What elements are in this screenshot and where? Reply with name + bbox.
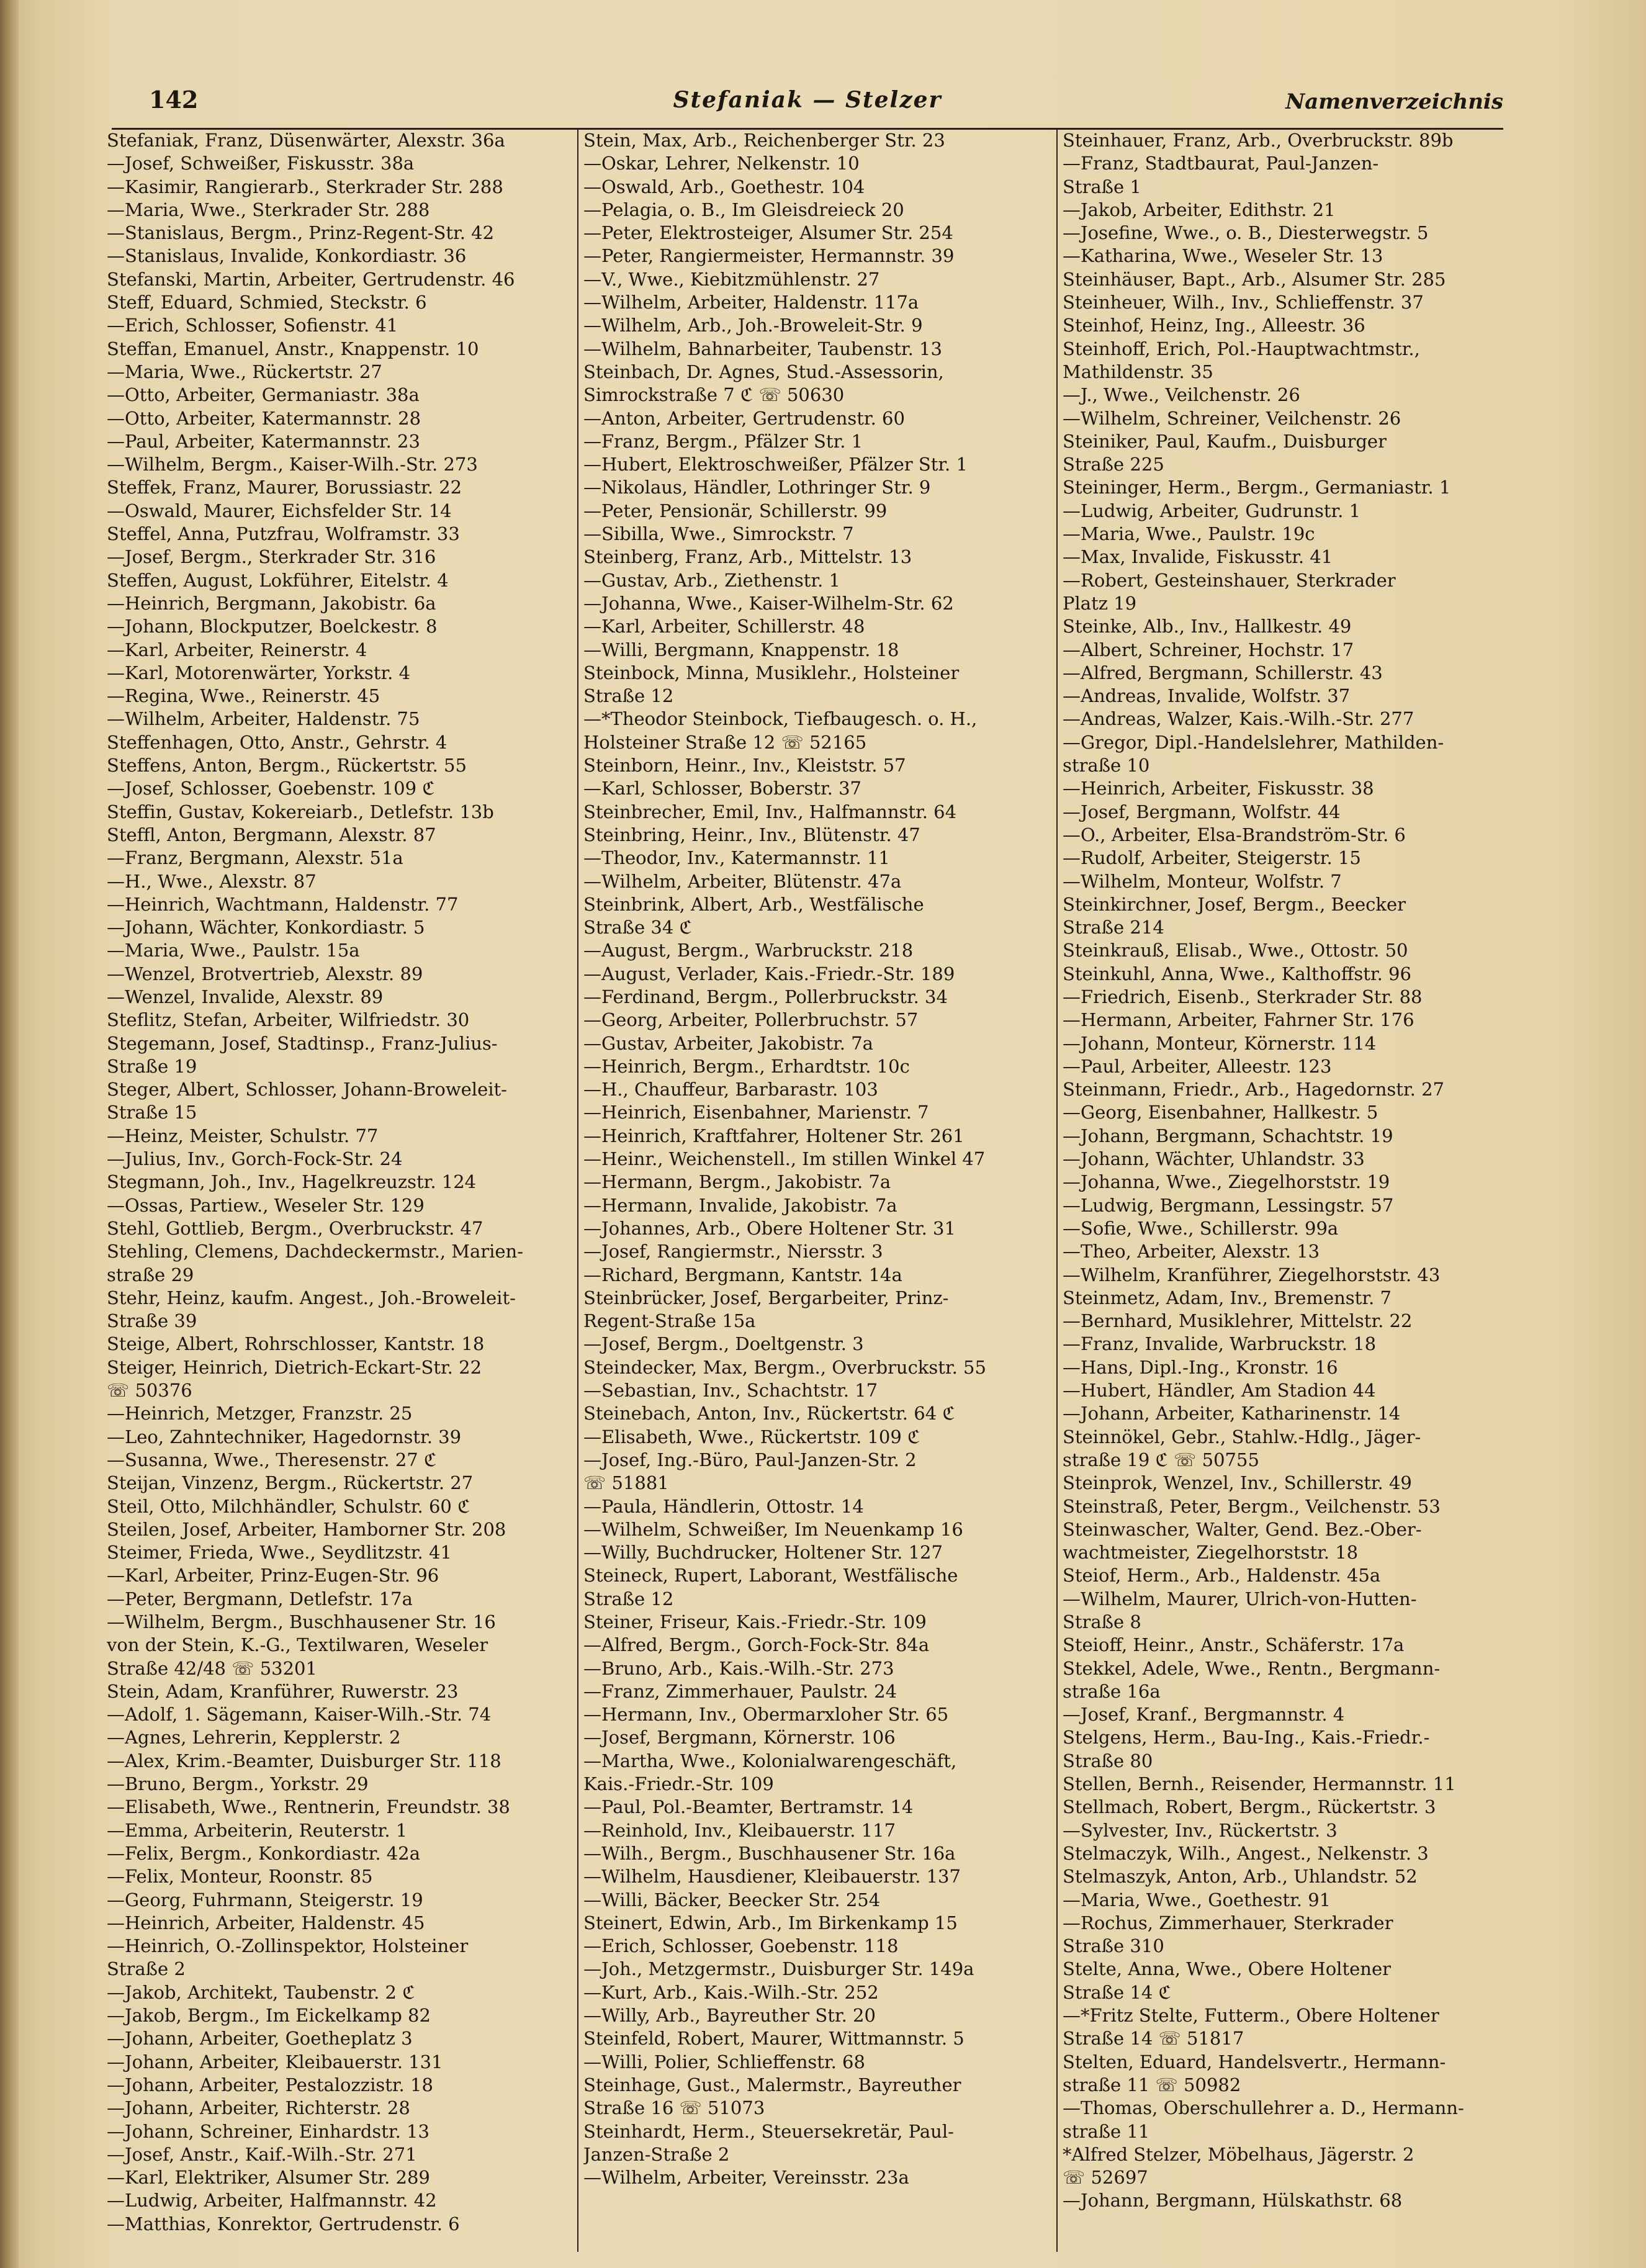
column-right <box>1063 129 1537 2213</box>
directory-entry: —Georg, Eisenbahner, Hallkestr. 5 <box>1063 1102 1378 1123</box>
directory-entry: —Wilhelm, Bergm., Buschhausener Str. 16 <box>107 1611 496 1632</box>
directory-entry: —Paula, Händlerin, Ottostr. 14 <box>583 1495 864 1517</box>
directory-entry: —Johann, Arbeiter, Richterstr. 28 <box>107 2097 410 2119</box>
directory-entry: —Ludwig, Arbeiter, Gudrunstr. 1 <box>1063 500 1361 521</box>
directory-entry: Straße 15 <box>107 1102 197 1123</box>
directory-entry: —Bruno, Bergm., Yorkstr. 29 <box>107 1773 369 1795</box>
directory-entry: Steinbrecher, Emil, Inv., Halfmannstr. 64 <box>583 801 957 822</box>
directory-entry: —Hermann, Arbeiter, Fahrner Str. 176 <box>1063 1009 1414 1031</box>
directory-entry: —Katharina, Wwe., Weseler Str. 13 <box>1063 245 1383 267</box>
directory-entry: —Karl, Motorenwärter, Yorkstr. 4 <box>107 662 411 683</box>
directory-entry: —Peter, Pensionär, Schillerstr. 99 <box>583 500 888 521</box>
directory-entry: Steffan, Emanuel, Anstr., Knappenstr. 10 <box>107 338 479 359</box>
directory-entry: Steinkirchner, Josef, Bergm., Beecker <box>1063 893 1406 915</box>
directory-entry: Straße 14 ℭ <box>1063 1981 1171 2003</box>
directory-entry: —Hans, Dipl.-Ing., Kronstr. 16 <box>1063 1356 1338 1378</box>
directory-entry: —Maria, Wwe., Sterkrader Str. 288 <box>107 199 430 220</box>
directory-entry: —Agnes, Lehrerin, Kepplerstr. 2 <box>107 1727 401 1748</box>
directory-entry: Steinhardt, Herm., Steuersekretär, Paul- <box>583 2120 954 2142</box>
directory-entry: Steinhauer, Franz, Arb., Overbruckstr. 89b <box>1063 130 1454 151</box>
directory-entry: —Peter, Bergmann, Detlefstr. 17a <box>107 1588 413 1609</box>
directory-entry: Straße 12 <box>583 685 674 707</box>
directory-entry: —Stanislaus, Invalide, Konkordiastr. 36 <box>107 245 467 267</box>
directory-entry: —Willi, Polier, Schlieffenstr. 68 <box>583 2051 865 2072</box>
directory-entry: —Wilhelm, Monteur, Wolfstr. 7 <box>1063 870 1342 892</box>
directory-entry: —Karl, Elektriker, Alsumer Str. 289 <box>107 2167 430 2189</box>
directory-entry: —Johann, Arbeiter, Pestalozzistr. 18 <box>107 2074 433 2095</box>
directory-entry: Stehl, Gottlieb, Bergm., Overbruckstr. 47 <box>107 1217 483 1239</box>
directory-entry: —Felix, Bergm., Konkordiastr. 42a <box>107 1842 420 1864</box>
directory-entry: —Erich, Schlosser, Goebenstr. 118 <box>583 1935 899 1957</box>
directory-entry: —Kasimir, Rangierarb., Sterkrader Str. 288 <box>107 176 503 197</box>
directory-entry: Simrockstraße 7 ℭ ☏ 50630 <box>583 384 845 406</box>
directory-entry: Steinhof, Heinz, Ing., Alleestr. 36 <box>1063 315 1365 336</box>
directory-entry: Steinebach, Anton, Inv., Rückertstr. 64 ℭ <box>583 1403 955 1424</box>
directory-entry: —Ossas, Partiew., Weseler Str. 129 <box>107 1194 425 1216</box>
directory-entry: —Wilhelm, Schreiner, Veilchenstr. 26 <box>1063 407 1401 429</box>
directory-entry: —Wenzel, Brotvertrieb, Alexstr. 89 <box>107 963 423 984</box>
directory-entry: —Wenzel, Invalide, Alexstr. 89 <box>107 986 384 1007</box>
directory-entry: —Josefine, Wwe., o. B., Diesterwegstr. 5 <box>1063 222 1429 244</box>
directory-entry: —Wilhelm, Schweißer, Im Neuenkamp 16 <box>583 1518 963 1540</box>
directory-entry: Steijan, Vinzenz, Bergm., Rückertstr. 27 <box>107 1472 474 1494</box>
directory-entry: Straße 19 <box>107 1055 197 1077</box>
directory-entry: —Hermann, Invalide, Jakobistr. 7a <box>583 1194 897 1216</box>
directory-entry: Straße 12 <box>583 1588 674 1609</box>
directory-entry: ☏ 51881 <box>583 1472 669 1494</box>
section-title: Namenverzeichnis <box>1285 89 1503 114</box>
directory-entry: Steinmann, Friedr., Arb., Hagedornstr. 27 <box>1063 1079 1444 1100</box>
directory-entry: —Gustav, Arbeiter, Jakobistr. 7a <box>583 1032 873 1054</box>
directory-entry: —Theodor, Inv., Katermannstr. 11 <box>583 847 890 869</box>
directory-entry: —Elisabeth, Wwe., Rentnerin, Freundstr. 38 <box>107 1796 510 1818</box>
directory-entry: —Susanna, Wwe., Theresenstr. 27 ℭ <box>107 1449 437 1470</box>
directory-entry: —Franz, Invalide, Warbruckstr. 18 <box>1063 1333 1377 1355</box>
directory-entry: Steindecker, Max, Bergm., Overbruckstr. 55 <box>583 1356 986 1378</box>
directory-entry: —Josef, Anstr., Kaif.-Wilh.-Str. 271 <box>107 2143 417 2165</box>
directory-entry: —Franz, Bergmann, Alexstr. 51a <box>107 847 403 869</box>
directory-entry: —Josef, Bergm., Sterkrader Str. 316 <box>107 546 436 568</box>
directory-entry: Stein, Adam, Kranführer, Ruwerstr. 23 <box>107 1680 459 1702</box>
directory-entry: —Heinrich, Metzger, Franzstr. 25 <box>107 1403 413 1424</box>
directory-entry: —Hermann, Inv., Obermarxloher Str. 65 <box>583 1704 949 1726</box>
directory-entry: —Maria, Wwe., Rückertstr. 27 <box>107 361 382 382</box>
directory-entry: Stegmann, Joh., Inv., Hagelkreuzstr. 124 <box>107 1171 477 1193</box>
directory-entry: —Martha, Wwe., Kolonialwarengeschäft, <box>583 1750 957 1771</box>
directory-entry: —Karl, Arbeiter, Schillerstr. 48 <box>583 616 865 637</box>
directory-entry: Steinkuhl, Anna, Wwe., Kalthoffstr. 96 <box>1063 963 1411 984</box>
directory-entry: Steff, Eduard, Schmied, Steckstr. 6 <box>107 292 427 313</box>
directory-entry: —Johann, Arbeiter, Kleibauerstr. 131 <box>107 2051 443 2072</box>
directory-entry: —Robert, Gesteinshauer, Sterkrader <box>1063 569 1396 591</box>
directory-entry: ☏ 52697 <box>1063 2167 1148 2189</box>
directory-entry: —V., Wwe., Kiebitzmühlenstr. 27 <box>583 268 880 290</box>
directory-entry: —Thomas, Oberschullehrer a. D., Hermann- <box>1063 2097 1464 2119</box>
directory-entry: —Johann, Arbeiter, Goetheplatz 3 <box>107 2028 413 2050</box>
directory-entry: —Bruno, Arb., Kais.-Wilh.-Str. 273 <box>583 1657 894 1679</box>
directory-entry: —Ludwig, Bergmann, Lessingstr. 57 <box>1063 1194 1394 1216</box>
directory-entry: —Georg, Arbeiter, Pollerbruchstr. 57 <box>583 1009 919 1031</box>
directory-entry: Steffin, Gustav, Kokereiarb., Detlefstr. 13b <box>107 801 494 822</box>
directory-entry: —Andreas, Invalide, Wolfstr. 37 <box>1063 685 1351 707</box>
directory-entry: —Oskar, Lehrer, Nelkenstr. 10 <box>583 153 860 174</box>
directory-entry: Steffel, Anna, Putzfrau, Wolframstr. 33 <box>107 523 460 545</box>
directory-entry: —Heinrich, Eisenbahner, Marienstr. 7 <box>583 1102 929 1123</box>
directory-entry: —Josef, Schlosser, Goebenstr. 109 ℭ <box>107 778 435 799</box>
directory-entry: —Gregor, Dipl.-Handelslehrer, Mathilden- <box>1063 731 1444 753</box>
directory-entry: —August, Verlader, Kais.-Friedr.-Str. 189 <box>583 963 955 984</box>
directory-entry: —Pelagia, o. B., Im Gleisdreieck 20 <box>583 199 904 220</box>
directory-entry: —*Theodor Steinbock, Tiefbaugesch. o. H., <box>583 708 978 730</box>
directory-entry: —Wilhelm, Bergm., Kaiser-Wilh.-Str. 273 <box>107 454 478 475</box>
directory-entry: Steinborn, Heinr., Inv., Kleiststr. 57 <box>583 755 906 776</box>
directory-entry: —Albert, Schreiner, Hochstr. 17 <box>1063 639 1354 660</box>
directory-entry: —Ludwig, Arbeiter, Halfmannstr. 42 <box>107 2190 437 2212</box>
directory-entry: —Sylvester, Inv., Rückertstr. 3 <box>1063 1819 1338 1841</box>
directory-entry: —Wilhelm, Arbeiter, Blütenstr. 47a <box>583 870 902 892</box>
directory-entry: Straße 214 <box>1063 917 1164 938</box>
directory-entry: —O., Arbeiter, Elsa-Brandström-Str. 6 <box>1063 824 1406 845</box>
directory-entry: —Jakob, Architekt, Taubenstr. 2 ℭ <box>107 1981 415 2003</box>
directory-entry: —Matthias, Konrektor, Gertrudenstr. 6 <box>107 2213 460 2234</box>
directory-entry: Steimer, Frieda, Wwe., Seydlitzstr. 41 <box>107 1542 452 1564</box>
directory-entry: —Ferdinand, Bergm., Pollerbruckstr. 34 <box>583 986 948 1007</box>
directory-entry: Stefaniak, Franz, Düsenwärter, Alexstr. 36a <box>107 130 505 151</box>
directory-entry: Straße 225 <box>1063 454 1164 475</box>
directory-entry: —Reinhold, Inv., Kleibauerstr. 117 <box>583 1819 896 1841</box>
directory-entry: —Maria, Wwe., Paulstr. 15a <box>107 940 360 961</box>
directory-entry: Steinwascher, Walter, Gend. Bez.-Ober- <box>1063 1518 1422 1540</box>
directory-entry: Steinbock, Minna, Musiklehr., Holsteiner <box>583 662 960 683</box>
directory-entry: —Paul, Arbeiter, Katermannstr. 23 <box>107 430 420 452</box>
directory-entry: —Felix, Monteur, Roonstr. 85 <box>107 1866 373 1888</box>
directory-entry: straße 29 <box>107 1264 194 1285</box>
directory-entry: straße 11 <box>1063 2120 1150 2142</box>
directory-entry: Steger, Albert, Schlosser, Johann-Broweleit- <box>107 1079 507 1100</box>
directory-entry: Steinprok, Wenzel, Inv., Schillerstr. 49 <box>1063 1472 1412 1494</box>
directory-entry: —Bernhard, Musiklehrer, Mittelstr. 22 <box>1063 1310 1413 1332</box>
directory-entry: Steffen, August, Lokführer, Eitelstr. 4 <box>107 569 449 591</box>
directory-entry: —Johann, Wächter, Uhlandstr. 33 <box>1063 1148 1365 1170</box>
directory-entry: —Heinr., Weichenstell., Im stillen Winkel 47 <box>583 1148 986 1170</box>
directory-entry: —Anton, Arbeiter, Gertrudenstr. 60 <box>583 407 905 429</box>
directory-entry: —Josef, Schweißer, Fiskusstr. 38a <box>107 153 415 174</box>
column-middle <box>583 129 1058 2189</box>
directory-entry: Steffl, Anton, Bergmann, Alexstr. 87 <box>107 824 436 845</box>
directory-entry: —Karl, Arbeiter, Reinerstr. 4 <box>107 639 367 660</box>
directory-entry: —Nikolaus, Händler, Lothringer Str. 9 <box>583 477 931 498</box>
directory-entry: Stegemann, Josef, Stadtinsp., Franz-Julius- <box>107 1032 498 1054</box>
directory-entry: Stelmaszyk, Anton, Arb., Uhlandstr. 52 <box>1063 1866 1418 1888</box>
directory-entry: —Alex, Krim.-Beamter, Duisburger Str. 118 <box>107 1750 501 1771</box>
directory-entry: Stelmaczyk, Wilh., Angest., Nelkenstr. 3 <box>1063 1842 1429 1864</box>
directory-entry: —J., Wwe., Veilchenstr. 26 <box>1063 384 1300 406</box>
directory-entry: Regent-Straße 15a <box>583 1310 756 1332</box>
directory-entry: Steffens, Anton, Bergm., Rückertstr. 55 <box>107 755 467 776</box>
directory-entry: Steilen, Josef, Arbeiter, Hamborner Str. 208 <box>107 1518 506 1540</box>
directory-entry: —Josef, Bergmann, Wolfstr. 44 <box>1063 801 1341 822</box>
directory-entry: —Josef, Rangiermstr., Niersstr. 3 <box>583 1241 883 1262</box>
directory-entry: —Leo, Zahntechniker, Hagedornstr. 39 <box>107 1426 462 1447</box>
directory-entry: Steinstraß, Peter, Bergm., Veilchenstr. 53 <box>1063 1495 1441 1517</box>
directory-entry: —Maria, Wwe., Goethestr. 91 <box>1063 1889 1331 1910</box>
directory-entry: wachtmeister, Ziegelhorststr. 18 <box>1063 1542 1359 1564</box>
directory-entry: —Paul, Pol.-Beamter, Bertramstr. 14 <box>583 1796 914 1818</box>
directory-entry: Straße 34 ℭ <box>583 917 692 938</box>
directory-entry: Stehling, Clemens, Dachdeckermstr., Marien- <box>107 1241 524 1262</box>
directory-entry: —Wilhelm, Maurer, Ulrich-von-Hutten- <box>1063 1588 1417 1609</box>
directory-entry: Stellen, Bernh., Reisender, Hermannstr. 11 <box>1063 1773 1456 1795</box>
directory-entry: —Heinrich, Arbeiter, Fiskusstr. 38 <box>1063 778 1374 799</box>
directory-entry: Steiof, Herm., Arb., Haldenstr. 45a <box>1063 1565 1381 1586</box>
directory-entry: —Jakob, Arbeiter, Edithstr. 21 <box>1063 199 1336 220</box>
directory-entry: —Johann, Bergmann, Hülskathstr. 68 <box>1063 2190 1403 2212</box>
directory-entry: —August, Bergm., Warbruckstr. 218 <box>583 940 914 961</box>
directory-entry: Steflitz, Stefan, Arbeiter, Wilfriedstr. 30 <box>107 1009 470 1031</box>
directory-entry: —Heinrich, O.-Zollinspektor, Holsteiner <box>107 1935 469 1957</box>
directory-entry: Steiniker, Paul, Kaufm., Duisburger <box>1063 430 1387 452</box>
directory-entry: —Gustav, Arb., Ziethenstr. 1 <box>583 569 840 591</box>
directory-entry: —Peter, Rangiermeister, Hermannstr. 39 <box>583 245 955 267</box>
directory-entry: Steige, Albert, Rohrschlosser, Kantstr. 18 <box>107 1333 485 1355</box>
directory-entry: —Johanna, Wwe., Ziegelhorststr. 19 <box>1063 1171 1390 1193</box>
directory-entry: Straße 14 ☏ 51817 <box>1063 2028 1244 2050</box>
directory-entry: Steil, Otto, Milchhändler, Schulstr. 60 ℭ <box>107 1495 470 1517</box>
directory-entry: *Alfred Stelzer, Möbelhaus, Jägerstr. 2 <box>1063 2143 1414 2165</box>
page-header <box>112 82 1503 130</box>
directory-entry: Steinhoff, Erich, Pol.-Hauptwachtmstr., <box>1063 338 1420 359</box>
directory-entry: —Johann, Bergmann, Schachtstr. 19 <box>1063 1125 1393 1146</box>
directory-entry: —Heinrich, Wachtmann, Haldenstr. 77 <box>107 893 459 915</box>
directory-entry: Straße 8 <box>1063 1611 1141 1632</box>
directory-entry: —H., Wwe., Alexstr. 87 <box>107 870 317 892</box>
directory-entry: —Johann, Monteur, Körnerstr. 114 <box>1063 1032 1377 1054</box>
directory-entry: —Sebastian, Inv., Schachtstr. 17 <box>583 1380 878 1402</box>
directory-entry: Steinbring, Heinr., Inv., Blütenstr. 47 <box>583 824 920 845</box>
directory-entry: —Regina, Wwe., Reinerstr. 45 <box>107 685 380 707</box>
directory-entry: —Otto, Arbeiter, Germaniastr. 38a <box>107 384 420 406</box>
column-left <box>107 129 582 2236</box>
directory-entry: —Johanna, Wwe., Kaiser-Wilhelm-Str. 62 <box>583 592 954 614</box>
directory-entry: —Johann, Schreiner, Einhardstr. 13 <box>107 2120 429 2142</box>
directory-entry: —Willi, Bäcker, Beecker Str. 254 <box>583 1889 881 1910</box>
directory-entry: —Alfred, Bergm., Gorch-Fock-Str. 84a <box>583 1634 930 1656</box>
directory-entry: —H., Chauffeur, Barbarastr. 103 <box>583 1079 878 1100</box>
directory-entry: —Stanislaus, Bergm., Prinz-Regent-Str. 42 <box>107 222 495 244</box>
directory-entry: —Wilhelm, Bahnarbeiter, Taubenstr. 13 <box>583 338 942 359</box>
directory-entry: Steinkrauß, Elisab., Wwe., Ottostr. 50 <box>1063 940 1408 961</box>
directory-entry: —*Fritz Stelte, Futterm., Obere Holtener <box>1063 2005 1439 2027</box>
directory-entry: Steininger, Herm., Bergm., Germaniastr. 1 <box>1063 477 1451 498</box>
directory-entry: —Wilhelm, Arbeiter, Vereinsstr. 23a <box>583 2167 909 2189</box>
directory-entry: —Hermann, Bergm., Jakobistr. 7a <box>583 1171 891 1193</box>
directory-entry: —Heinz, Meister, Schulstr. 77 <box>107 1125 379 1146</box>
column-divider <box>1056 129 1058 2252</box>
directory-entry: Steinbrink, Albert, Arb., Westfälische <box>583 893 924 915</box>
directory-entry: Janzen-Straße 2 <box>583 2143 730 2165</box>
directory-entry: —Willi, Bergmann, Knappenstr. 18 <box>583 639 899 660</box>
directory-entry: Steinbach, Dr. Agnes, Stud.-Assessorin, <box>583 361 944 382</box>
directory-entry: Stelten, Eduard, Handelsvertr., Hermann- <box>1063 2051 1446 2072</box>
directory-entry: —Joh., Metzgermstr., Duisburger Str. 149a <box>583 1958 974 1980</box>
directory-entry: Mathildenstr. 35 <box>1063 361 1213 382</box>
directory-entry: —Rudolf, Arbeiter, Steigerstr. 15 <box>1063 847 1361 869</box>
directory-entry: Steinke, Alb., Inv., Hallkestr. 49 <box>1063 616 1352 637</box>
directory-entry: —Wilhelm, Kranführer, Ziegelhorststr. 43 <box>1063 1264 1441 1285</box>
directory-entry: Steiner, Friseur, Kais.-Friedr.-Str. 109 <box>583 1611 927 1632</box>
directory-entry: —Peter, Elektrosteiger, Alsumer Str. 254 <box>583 222 953 244</box>
directory-entry: Steineck, Rupert, Laborant, Westfälische <box>583 1565 958 1586</box>
directory-entry: —Richard, Bergmann, Kantstr. 14a <box>583 1264 902 1285</box>
directory-entry: —Wilhelm, Arb., Joh.-Broweleit-Str. 9 <box>583 315 923 336</box>
directory-entry: —Willy, Arb., Bayreuther Str. 20 <box>583 2005 876 2027</box>
directory-entry: straße 16a <box>1063 1680 1161 1702</box>
directory-entry: —Johann, Blockputzer, Boelckestr. 8 <box>107 616 438 637</box>
directory-entry: Steioff, Heinr., Anstr., Schäferstr. 17a <box>1063 1634 1405 1656</box>
directory-entry: Stefanski, Martin, Arbeiter, Gertrudenstr. 46 <box>107 268 515 290</box>
directory-entry: Stellmach, Robert, Bergm., Rückertstr. 3 <box>1063 1796 1436 1818</box>
directory-entry: —Sofie, Wwe., Schillerstr. 99a <box>1063 1217 1339 1239</box>
directory-entry: Steffek, Franz, Maurer, Borussiastr. 22 <box>107 477 462 498</box>
directory-entry: —Theo, Arbeiter, Alexstr. 13 <box>1063 1241 1320 1262</box>
directory-entry: —Otto, Arbeiter, Katermannstr. 28 <box>107 407 421 429</box>
directory-entry: Steinheuer, Wilh., Inv., Schlieffenstr. 37 <box>1063 292 1424 313</box>
directory-entry: Steffenhagen, Otto, Anstr., Gehrstr. 4 <box>107 731 447 753</box>
page-title: Stefaniak — Stelzer <box>673 87 942 113</box>
directory-entry: —Josef, Ing.-Büro, Paul-Janzen-Str. 2 <box>583 1449 917 1470</box>
directory-entry: —Max, Invalide, Fiskusstr. 41 <box>1063 546 1333 568</box>
directory-entry: Steinfeld, Robert, Maurer, Wittmannstr. 5 <box>583 2028 965 2050</box>
directory-entry: Straße 80 <box>1063 1750 1153 1771</box>
directory-entry: —Heinrich, Kraftfahrer, Holtener Str. 261 <box>583 1125 965 1146</box>
directory-entry: Straße 310 <box>1063 1935 1164 1957</box>
directory-entry: Straße 1 <box>1063 176 1141 197</box>
directory-entry: straße 10 <box>1063 755 1150 776</box>
directory-entry: straße 19 ℭ ☏ 50755 <box>1063 1449 1259 1470</box>
directory-entry: —Josef, Bergm., Doeltgenstr. 3 <box>583 1333 864 1355</box>
directory-entry: —Franz, Bergm., Pfälzer Str. 1 <box>583 430 863 452</box>
directory-entry: Steinberg, Franz, Arb., Mittelstr. 13 <box>583 546 912 568</box>
directory-entry: —Josef, Bergmann, Körnerstr. 106 <box>583 1727 896 1748</box>
directory-entry: —Wilhelm, Arbeiter, Haldenstr. 117a <box>583 292 919 313</box>
directory-entry: —Adolf, 1. Sägemann, Kaiser-Wilh.-Str. 74 <box>107 1704 492 1726</box>
directory-entry: Straße 42/48 ☏ 53201 <box>107 1657 317 1679</box>
directory-entry: —Oswald, Maurer, Eichsfelder Str. 14 <box>107 500 452 521</box>
directory-entry: Steinhäuser, Bapt., Arb., Alsumer Str. 285 <box>1063 268 1446 290</box>
directory-entry: —Willy, Buchdrucker, Holtener Str. 127 <box>583 1542 943 1564</box>
directory-entry: Steinhage, Gust., Malermstr., Bayreuther <box>583 2074 961 2095</box>
directory-entry: —Wilhelm, Hausdiener, Kleibauerstr. 137 <box>583 1866 961 1888</box>
directory-entry: —Heinrich, Arbeiter, Haldenstr. 45 <box>107 1912 425 1933</box>
directory-entry: —Erich, Schlosser, Sofienstr. 41 <box>107 315 398 336</box>
directory-entry: Stein, Max, Arb., Reichenberger Str. 23 <box>583 130 945 151</box>
directory-entry: —Franz, Zimmerhauer, Paulstr. 24 <box>583 1680 897 1702</box>
directory-entry: Straße 39 <box>107 1310 197 1332</box>
directory-entry: Stelgens, Herm., Bau-Ing., Kais.-Friedr.- <box>1063 1727 1430 1748</box>
directory-entry: Kais.-Friedr.-Str. 109 <box>583 1773 774 1795</box>
directory-entry: von der Stein, K.-G., Textilwaren, Weseler <box>107 1634 488 1656</box>
directory-entry: —Jakob, Bergm., Im Eickelkamp 82 <box>107 2005 431 2027</box>
directory-entry: —Georg, Fuhrmann, Steigerstr. 19 <box>107 1889 423 1910</box>
directory-entry: —Johannes, Arb., Obere Holtener Str. 31 <box>583 1217 956 1239</box>
directory-entry: Steinert, Edwin, Arb., Im Birkenkamp 15 <box>583 1912 958 1933</box>
column-divider <box>577 129 578 2252</box>
directory-entry: —Karl, Arbeiter, Prinz-Eugen-Str. 96 <box>107 1565 439 1586</box>
directory-entry: Straße 16 ☏ 51073 <box>583 2097 765 2119</box>
directory-entry: —Karl, Schlosser, Boberstr. 37 <box>583 778 861 799</box>
directory-entry: —Kurt, Arb., Kais.-Wilh.-Str. 252 <box>583 1981 879 2003</box>
directory-entry: Steinbrücker, Josef, Bergarbeiter, Prinz- <box>583 1287 949 1308</box>
directory-entry: —Sibilla, Wwe., Simrockstr. 7 <box>583 523 854 545</box>
directory-entry: ☏ 50376 <box>107 1380 192 1402</box>
directory-entry: —Heinrich, Bergmann, Jakobistr. 6a <box>107 592 436 614</box>
directory-entry: Straße 2 <box>107 1958 186 1980</box>
directory-entry: Stelte, Anna, Wwe., Obere Holtener <box>1063 1958 1391 1980</box>
directory-entry: —Julius, Inv., Gorch-Fock-Str. 24 <box>107 1148 403 1170</box>
directory-entry: —Franz, Stadtbaurat, Paul-Janzen- <box>1063 153 1379 174</box>
directory-entry: —Hubert, Elektroschweißer, Pfälzer Str. 1 <box>583 454 968 475</box>
directory-entry: Holsteiner Straße 12 ☏ 52165 <box>583 731 867 753</box>
page-number: 142 <box>149 86 199 114</box>
directory-entry: —Maria, Wwe., Paulstr. 19c <box>1063 523 1315 545</box>
directory-entry: —Elisabeth, Wwe., Rückertstr. 109 ℭ <box>583 1426 920 1447</box>
directory-entry: Steiger, Heinrich, Dietrich-Eckart-Str. 22 <box>107 1356 482 1378</box>
directory-entry: —Hubert, Händler, Am Stadion 44 <box>1063 1380 1376 1402</box>
directory-entry: Steinnökel, Gebr., Stahlw.-Hdlg., Jäger- <box>1063 1426 1421 1447</box>
directory-entry: —Wilhelm, Arbeiter, Haldenstr. 75 <box>107 708 420 730</box>
directory-entry: —Paul, Arbeiter, Alleestr. 123 <box>1063 1055 1332 1077</box>
directory-entry: —Josef, Kranf., Bergmannstr. 4 <box>1063 1704 1345 1726</box>
directory-entry: —Oswald, Arb., Goethestr. 104 <box>583 176 865 197</box>
directory-entry: straße 11 ☏ 50982 <box>1063 2074 1241 2095</box>
directory-entry: —Emma, Arbeiterin, Reuterstr. 1 <box>107 1819 408 1841</box>
directory-entry: —Wilh., Bergm., Buschhausener Str. 16a <box>583 1842 956 1864</box>
book-gutter <box>0 0 19 2268</box>
directory-entry: —Johann, Arbeiter, Katharinenstr. 14 <box>1063 1403 1401 1424</box>
directory-entry: —Heinrich, Bergm., Erhardtstr. 10c <box>583 1055 910 1077</box>
directory-entry: —Rochus, Zimmerhauer, Sterkrader <box>1063 1912 1393 1933</box>
directory-entry: Platz 19 <box>1063 592 1137 614</box>
directory-entry: Steinmetz, Adam, Inv., Bremenstr. 7 <box>1063 1287 1392 1308</box>
directory-entry: —Friedrich, Eisenb., Sterkrader Str. 88 <box>1063 986 1423 1007</box>
directory-entry: —Andreas, Walzer, Kais.-Wilh.-Str. 277 <box>1063 708 1414 730</box>
directory-entry: Stekkel, Adele, Wwe., Rentn., Bergmann- <box>1063 1657 1441 1679</box>
directory-entry: —Johann, Wächter, Konkordiastr. 5 <box>107 917 425 938</box>
directory-entry: —Alfred, Bergmann, Schillerstr. 43 <box>1063 662 1383 683</box>
directory-entry: Stehr, Heinz, kaufm. Angest., Joh.-Broweleit- <box>107 1287 516 1308</box>
